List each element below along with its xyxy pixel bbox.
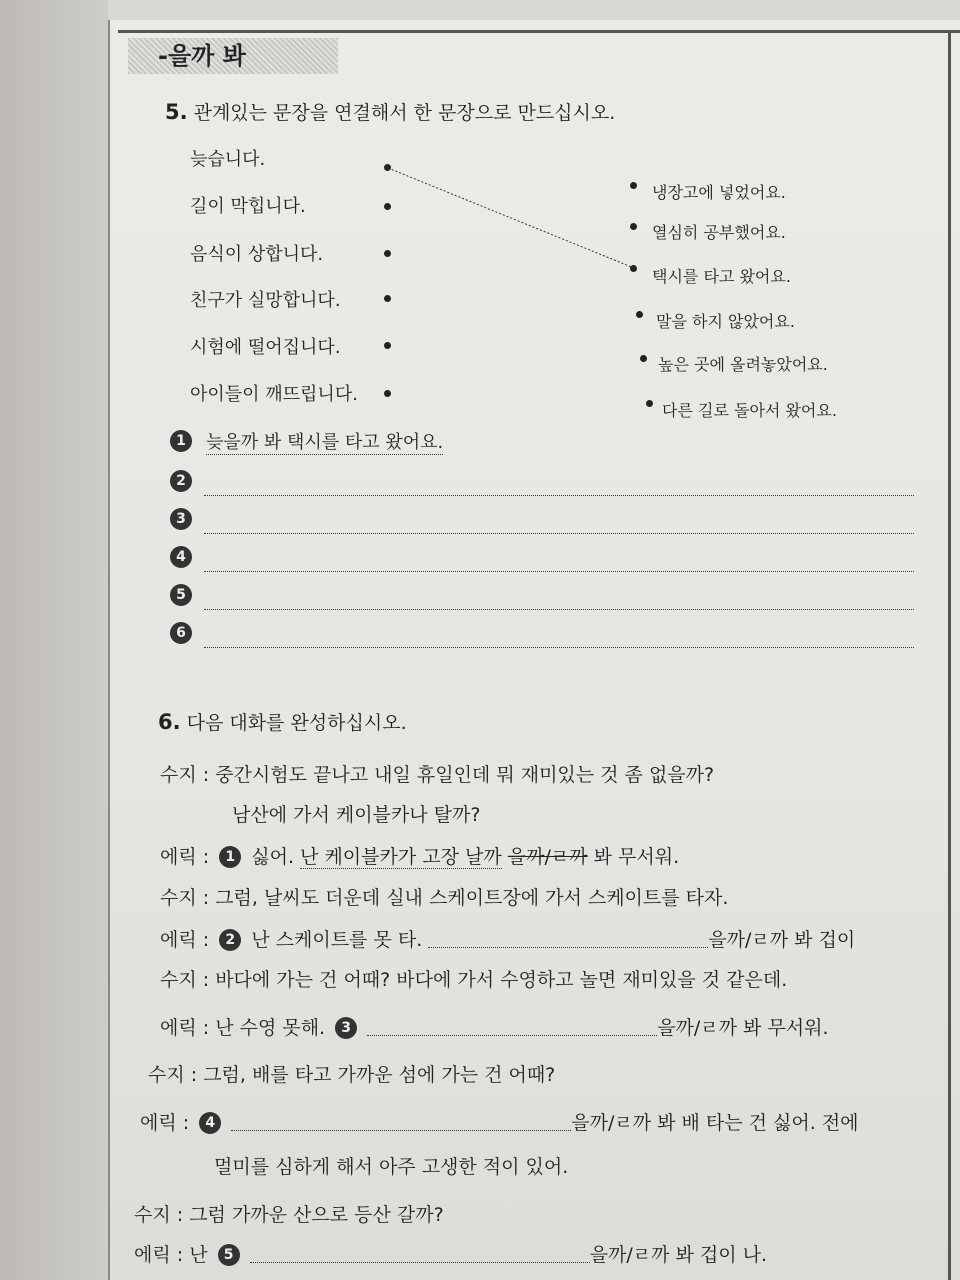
blank-number: 3 (335, 1017, 357, 1039)
answer-row-3[interactable] (170, 508, 930, 538)
speaker: 수지 : (134, 1204, 184, 1226)
line-text: 그럼, 배를 타고 가까운 섬에 가는 건 어때? (203, 1064, 556, 1086)
answer-blank-2[interactable] (204, 495, 914, 496)
blank-number: 2 (219, 929, 241, 951)
answer-blank[interactable] (428, 929, 708, 948)
dialogue-line-8-cont: 멀미를 심하게 해서 아주 고생한 적이 있어. (214, 1156, 569, 1178)
dialogue-line-3 (160, 883, 728, 910)
answer-number-6: 6 (170, 622, 192, 644)
line-text: 을까/ㄹ까 봐 배 타는 건 싫어. 전에 (571, 1112, 859, 1134)
q6-instruction: 다음 대화를 완성하십시오. (186, 712, 407, 734)
left-item-6: 아이들이 깨뜨립니다. (190, 384, 358, 405)
answer-text-1: 늦을까 봐 택시를 타고 왔어요. (206, 428, 443, 455)
answer-blank[interactable] (250, 1244, 590, 1263)
line-text: 난 수영 못해. (215, 1017, 326, 1039)
line-text: 싫어. (251, 846, 294, 868)
line-text: 난 스케이트를 못 타. (251, 929, 423, 951)
speaker: 수지 : (160, 969, 210, 991)
dialogue-line-7 (148, 1060, 555, 1087)
speaker: 에릭 : (160, 929, 210, 951)
answer-blank-3[interactable] (204, 533, 914, 534)
blank-number: 1 (219, 846, 241, 868)
answer-row-4[interactable] (170, 546, 930, 576)
answer-number-5: 5 (170, 584, 192, 606)
right-item-5: 높은 곳에 올려놓았어요. (658, 355, 828, 374)
dialogue-line-2 (160, 842, 679, 869)
right-item-4: 말을 하지 않았어요. (656, 312, 795, 331)
answer-number-3: 3 (170, 508, 192, 530)
dialogue-line-9 (134, 1200, 444, 1227)
q6-title (158, 708, 407, 735)
speaker: 수지 : (160, 764, 210, 786)
line-text: 을까/ㄹ까 봐 겁이 (708, 929, 856, 951)
speaker: 에릭 : (160, 1017, 210, 1039)
line-text: 을까/ㄹ까 봐 무서워. (657, 1017, 829, 1039)
dialogue-line-6 (160, 1013, 829, 1040)
speaker: 에릭 : (140, 1112, 190, 1134)
right-item-1: 냉장고에 넣었어요. (652, 183, 786, 202)
line-text: 난 (189, 1244, 208, 1266)
q5-instruction: 관계있는 문장을 연결해서 한 문장으로 만드십시오. (193, 102, 616, 124)
answer-row-1 (170, 430, 930, 460)
dialogue-line-8 (140, 1108, 859, 1135)
blank-number: 4 (199, 1112, 221, 1134)
line-text: 그럼 가까운 산으로 등산 갈까? (189, 1204, 444, 1226)
answer-blank[interactable] (367, 1017, 657, 1036)
answer-number-1: 1 (170, 430, 192, 452)
q5-number: 5. (165, 100, 188, 124)
answer-blank-5[interactable] (204, 609, 914, 610)
answer-row-2[interactable] (170, 470, 930, 500)
answer-blank-6[interactable] (204, 647, 914, 648)
line-text: 을까/ㄹ까 봐 겁이 나. (589, 1244, 768, 1266)
connecting-line (388, 168, 634, 268)
answer-number-4: 4 (170, 546, 192, 568)
right-item-2: 열심히 공부했어요. (652, 223, 786, 242)
speaker: 수지 : (160, 887, 210, 909)
speaker: 에릭 : (160, 846, 210, 868)
q6-number: 6. (158, 710, 181, 734)
page-title: -을까 봐 (128, 38, 338, 74)
left-item-2: 길이 막힙니다. (190, 196, 306, 217)
answer-blank[interactable] (231, 1112, 571, 1131)
blank-number: 5 (218, 1244, 240, 1266)
line-text: 그럼, 날씨도 더운데 실내 스케이트장에 가서 스케이트를 타자. (215, 887, 729, 909)
example-answer: 난 케이블카가 고장 날까 (300, 846, 502, 868)
left-item-4: 친구가 실망합니다. (190, 290, 341, 311)
answer-number-2: 2 (170, 470, 192, 492)
left-item-1: 늦습니다. (190, 149, 266, 170)
dialogue-line-5 (160, 965, 787, 992)
dialogue-line-4 (160, 925, 855, 952)
left-item-3: 음식이 상합니다. (190, 244, 324, 265)
line-text: 중간시험도 끝나고 내일 휴일인데 뭐 재미있는 것 좀 없을까? (215, 764, 715, 786)
speaker: 수지 : (148, 1064, 198, 1086)
right-item-6: 다른 길로 돌아서 왔어요. (662, 401, 837, 420)
dialogue-line-10 (134, 1240, 767, 1267)
answer-blank-4[interactable] (204, 571, 914, 572)
answer-row-5[interactable] (170, 584, 930, 614)
answer-row-6[interactable] (170, 622, 930, 652)
speaker: 에릭 : (134, 1244, 184, 1266)
left-item-5: 시험에 떨어집니다. (190, 337, 341, 358)
line-text: 바다에 가는 건 어때? 바다에 가서 수영하고 놀면 재미있을 것 같은데. (215, 969, 788, 991)
dialogue-line-1-cont: 남산에 가서 케이블카나 탈까? (232, 804, 481, 826)
dialogue-line-1 (160, 760, 714, 787)
struck-ending: 을까/ㄹ까 (507, 846, 588, 868)
right-item-3: 택시를 타고 왔어요. (652, 267, 791, 286)
line-text: 봐 무서워. (593, 846, 680, 868)
